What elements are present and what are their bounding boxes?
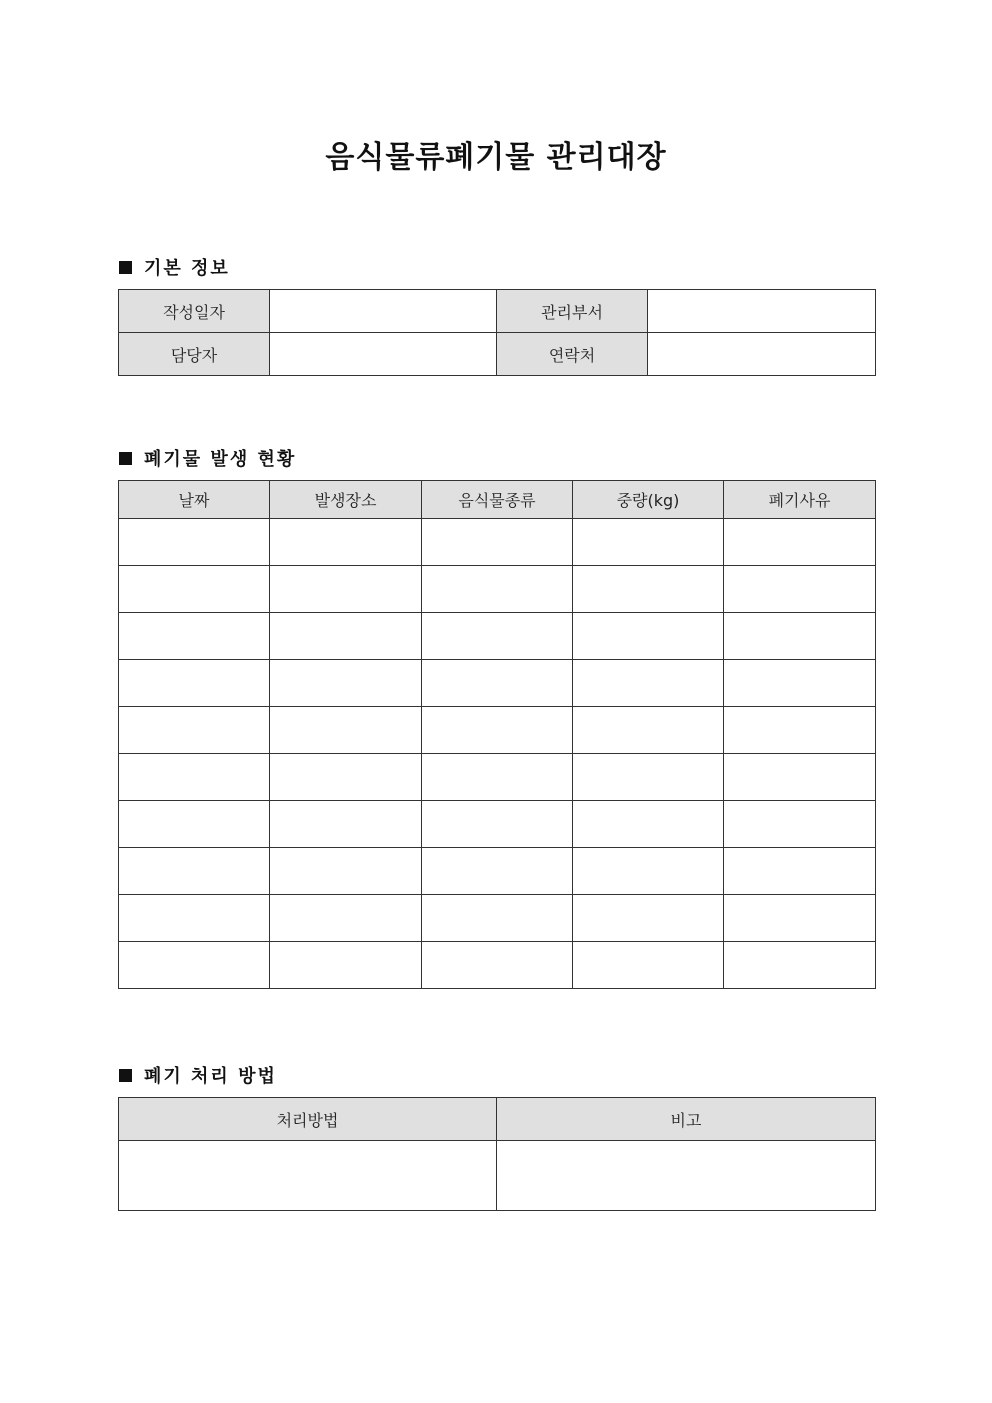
department-label: 관리부서	[497, 290, 648, 333]
table-cell[interactable]	[422, 895, 573, 942]
table-row	[119, 754, 876, 801]
table-cell[interactable]	[573, 801, 724, 848]
table-cell[interactable]	[422, 519, 573, 566]
table-cell[interactable]	[724, 660, 876, 707]
person-in-charge-label: 담당자	[119, 333, 270, 376]
table-cell[interactable]	[422, 754, 573, 801]
table-cell[interactable]	[573, 660, 724, 707]
contact-label: 연락처	[497, 333, 648, 376]
table-cell[interactable]	[119, 942, 270, 989]
page-title: 음식물류폐기물 관리대장	[325, 140, 667, 175]
section-heading-label: 폐기물 발생 현황	[144, 449, 297, 470]
table-row	[119, 660, 876, 707]
table-cell[interactable]	[270, 707, 422, 754]
table-cell[interactable]	[270, 519, 422, 566]
table-cell[interactable]	[724, 707, 876, 754]
section-heading-disposal-method	[119, 1062, 277, 1088]
table-cell[interactable]	[573, 519, 724, 566]
table-cell[interactable]	[270, 754, 422, 801]
column-header-remarks: 비고	[497, 1098, 876, 1141]
table-cell[interactable]	[422, 848, 573, 895]
table-cell[interactable]	[573, 613, 724, 660]
table-cell[interactable]	[573, 942, 724, 989]
table-cell[interactable]	[119, 754, 270, 801]
section-heading-label: 기본 정보	[144, 258, 230, 279]
waste-status-table	[118, 480, 876, 989]
table-cell[interactable]	[119, 660, 270, 707]
disposal-method-table	[118, 1097, 876, 1211]
table-row	[119, 290, 876, 333]
table-row	[119, 848, 876, 895]
table-row	[119, 895, 876, 942]
table-row	[119, 613, 876, 660]
black-square-icon	[119, 1069, 132, 1082]
table-row	[119, 942, 876, 989]
column-header-date: 날짜	[119, 481, 270, 519]
table-cell[interactable]	[422, 566, 573, 613]
black-square-icon	[119, 452, 132, 465]
table-row	[119, 801, 876, 848]
date-label: 작성일자	[119, 290, 270, 333]
date-field[interactable]	[270, 290, 497, 333]
table-cell[interactable]	[119, 895, 270, 942]
column-header-food-type: 음식물종류	[422, 481, 573, 519]
table-cell[interactable]	[724, 754, 876, 801]
table-cell[interactable]	[119, 848, 270, 895]
table-row	[119, 1141, 876, 1211]
column-header-weight: 중량(kg)	[573, 481, 724, 519]
table-cell[interactable]	[270, 613, 422, 660]
table-cell[interactable]	[270, 942, 422, 989]
section-heading-label: 폐기 처리 방법	[144, 1066, 277, 1087]
table-row	[119, 333, 876, 376]
table-row	[119, 566, 876, 613]
table-cell[interactable]	[119, 566, 270, 613]
table-header-row	[119, 481, 876, 519]
section-heading-waste-status	[119, 445, 296, 471]
table-cell[interactable]	[422, 942, 573, 989]
table-cell[interactable]	[724, 942, 876, 989]
table-cell[interactable]	[724, 801, 876, 848]
section-heading-basic-info	[119, 254, 230, 280]
column-header-location: 발생장소	[270, 481, 422, 519]
table-cell[interactable]	[573, 566, 724, 613]
table-cell[interactable]	[573, 707, 724, 754]
table-cell[interactable]	[724, 895, 876, 942]
table-cell[interactable]	[422, 801, 573, 848]
table-cell[interactable]	[270, 848, 422, 895]
table-cell[interactable]	[724, 848, 876, 895]
table-cell[interactable]	[119, 801, 270, 848]
table-cell[interactable]	[270, 566, 422, 613]
column-header-reason: 폐기사유	[724, 481, 876, 519]
table-cell[interactable]	[573, 754, 724, 801]
table-cell[interactable]	[270, 895, 422, 942]
table-cell[interactable]	[573, 895, 724, 942]
table-row	[119, 707, 876, 754]
table-cell[interactable]	[422, 660, 573, 707]
table-cell[interactable]	[497, 1141, 876, 1211]
black-square-icon	[119, 261, 132, 274]
table-cell[interactable]	[724, 519, 876, 566]
department-field[interactable]	[648, 290, 876, 333]
table-cell[interactable]	[573, 848, 724, 895]
table-cell[interactable]	[422, 707, 573, 754]
basic-info-table	[118, 289, 876, 376]
table-cell[interactable]	[270, 660, 422, 707]
table-cell[interactable]	[270, 801, 422, 848]
table-cell[interactable]	[724, 566, 876, 613]
table-cell[interactable]	[119, 519, 270, 566]
contact-field[interactable]	[648, 333, 876, 376]
table-cell[interactable]	[119, 707, 270, 754]
table-cell[interactable]	[724, 613, 876, 660]
person-in-charge-field[interactable]	[270, 333, 497, 376]
table-header-row	[119, 1098, 876, 1141]
table-cell[interactable]	[422, 613, 573, 660]
table-row	[119, 519, 876, 566]
column-header-method: 처리방법	[119, 1098, 497, 1141]
table-cell[interactable]	[119, 1141, 497, 1211]
table-cell[interactable]	[119, 613, 270, 660]
